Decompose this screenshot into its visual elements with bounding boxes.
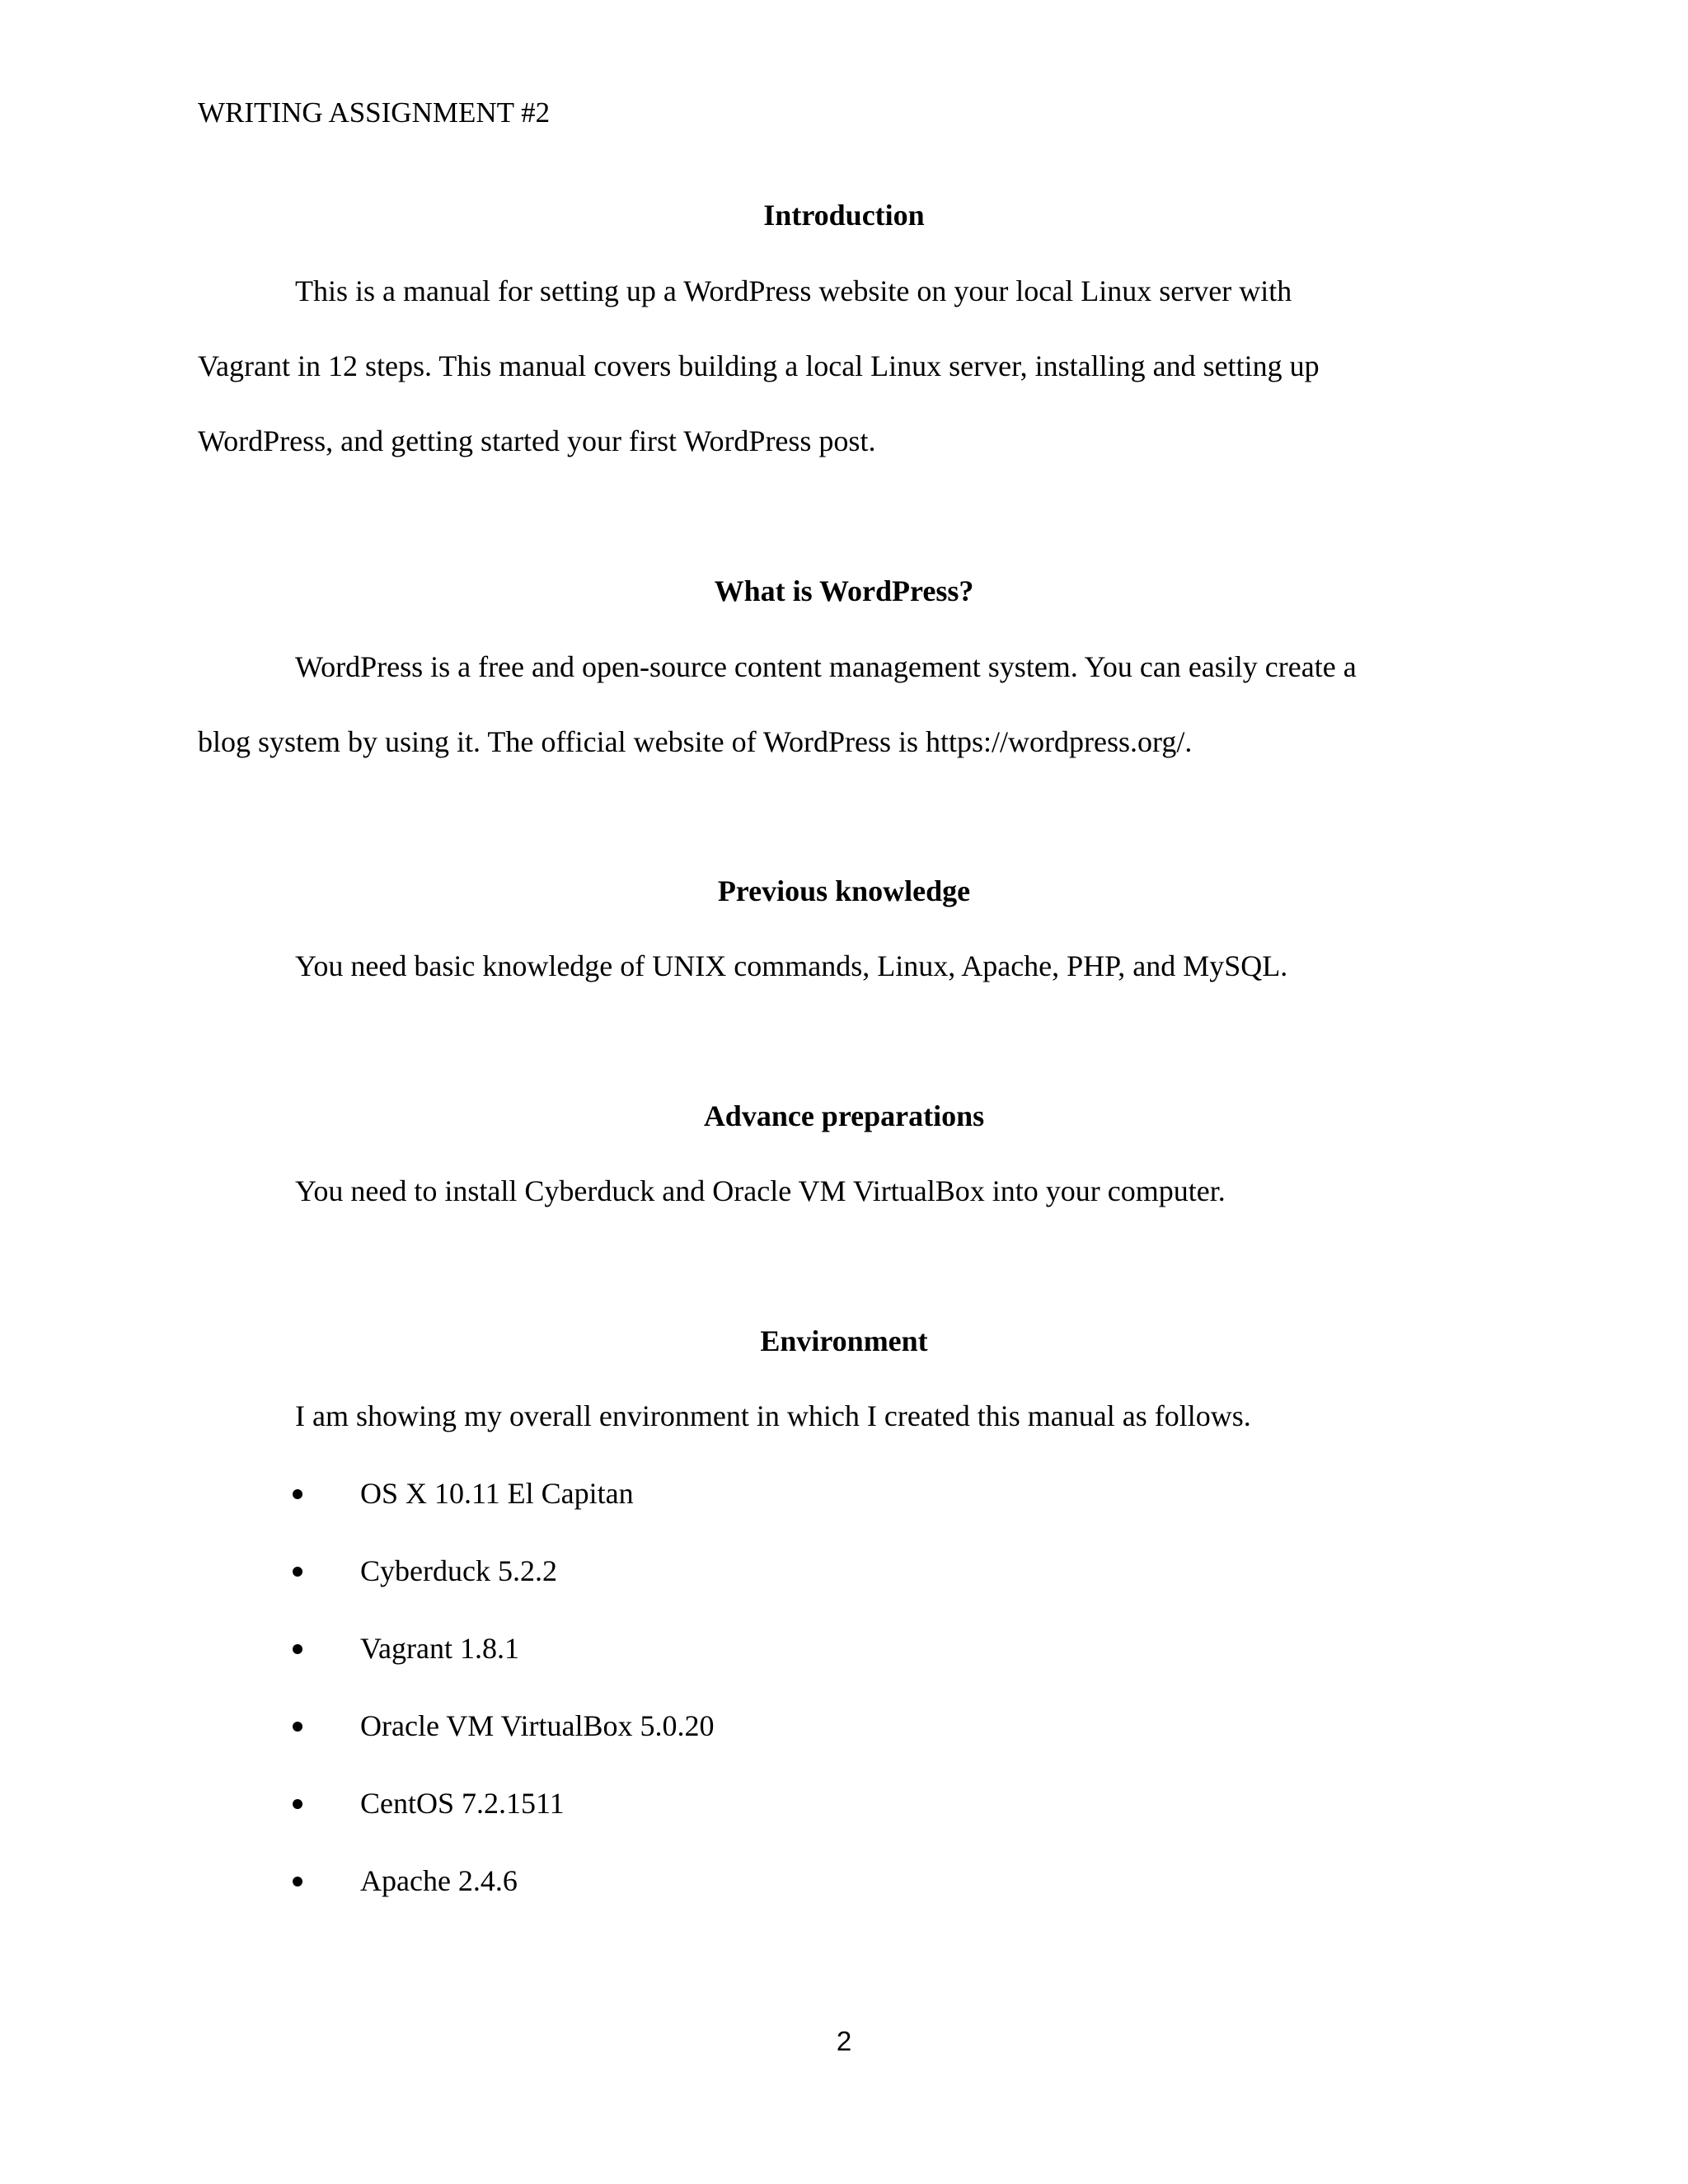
paragraph-line: This is a manual for setting up a WordPress website on your local Linux server with xyxy=(295,274,1292,307)
section-heading-environment: Environment xyxy=(760,1324,928,1357)
list-item-text: Oracle VM VirtualBox 5.0.20 xyxy=(360,1709,715,1742)
bullet-icon xyxy=(293,1567,302,1577)
paragraph-line: You need basic knowledge of UNIX commands, Linux, Apache, PHP, and MySQL. xyxy=(295,949,1288,982)
bullet-icon xyxy=(293,1722,302,1732)
list-item-text: Cyberduck 5.2.2 xyxy=(360,1554,557,1587)
bullet-icon xyxy=(293,1877,302,1886)
bullet-icon xyxy=(293,1799,302,1809)
paragraph-line: WordPress, and getting started your first WordPress post. xyxy=(198,424,876,457)
section-heading-advance-preparations: Advance preparations xyxy=(703,1099,985,1132)
paragraph-line: You need to install Cyberduck and Oracle VM VirtualBox into your computer. xyxy=(295,1174,1226,1207)
page-number: 2 xyxy=(836,2026,852,2056)
bullet-icon xyxy=(293,1644,302,1654)
list-item-text: CentOS 7.2.1511 xyxy=(360,1787,565,1820)
section-heading-introduction: Introduction xyxy=(763,199,925,232)
list-item-text: Vagrant 1.8.1 xyxy=(360,1632,519,1665)
paragraph-line: WordPress is a free and open-source content management system. You can easily create a xyxy=(295,650,1357,683)
paragraph-line: Vagrant in 12 steps. This manual covers building a local Linux server, installing and setting up xyxy=(198,349,1320,382)
section-heading-what-is-wordpress: What is WordPress? xyxy=(714,574,974,607)
bullet-icon xyxy=(293,1489,302,1499)
paragraph-line: I am showing my overall environment in which I created this manual as follows. xyxy=(295,1399,1251,1432)
list-item-text: OS X 10.11 El Capitan xyxy=(360,1477,634,1510)
section-heading-previous-knowledge: Previous knowledge xyxy=(717,874,971,907)
paragraph-line: blog system by using it. The official website of WordPress is https://wordpress.org/. xyxy=(198,725,1193,758)
running-head: WRITING ASSIGNMENT #2 xyxy=(198,96,551,129)
list-item-text: Apache 2.4.6 xyxy=(360,1864,518,1897)
